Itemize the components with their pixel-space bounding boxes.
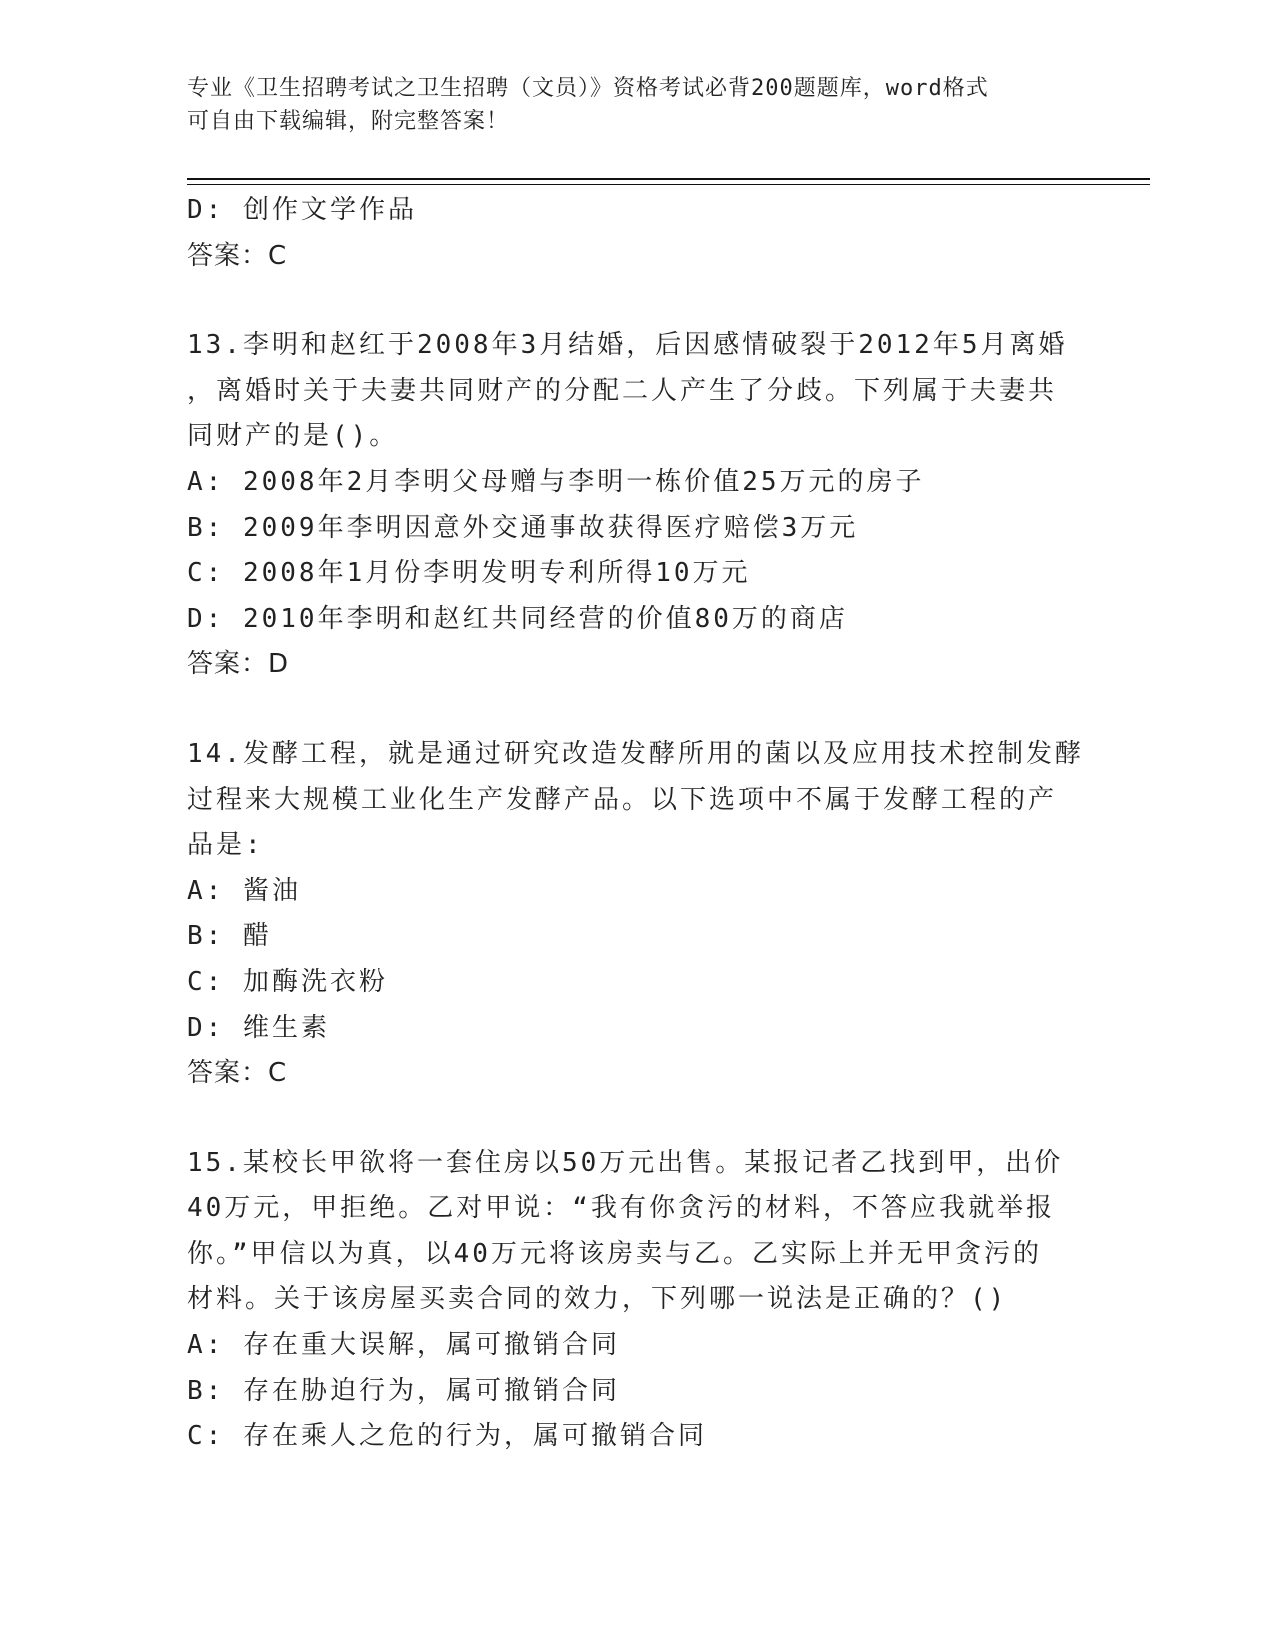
option-a: A: 2008年2月李明父母赠与李明一栋价值25万元的房子	[187, 466, 925, 497]
question-text-line: 同财产的是()。	[187, 421, 399, 452]
option-d: D: 维生素	[187, 1012, 330, 1043]
question-13	[187, 323, 1087, 688]
option-b: B: 存在胁迫行为，属可撤销合同	[187, 1375, 620, 1406]
question-text-line: 14.发酵工程，就是通过研究改造发酵所用的菌以及应用技术控制发酵	[187, 738, 1084, 769]
answer-line: 答案：D	[187, 649, 290, 680]
question-12-tail	[187, 188, 1087, 279]
question-text-line: 13.李明和赵红于2008年3月结婚，后因感情破裂于2012年5月离婚	[187, 330, 1068, 361]
answer-line: 答案：C	[187, 240, 288, 271]
option-d: D: 2010年李明和赵红共同经营的价值80万的商店	[187, 603, 848, 634]
option-d: D: 创作文学作品	[187, 195, 417, 225]
header-title-line-2: 可自由下载编辑，附完整答案！	[187, 109, 510, 134]
option-c: C: 2008年1月份李明发明专利所得10万元	[187, 558, 751, 589]
option-a: A: 酱油	[187, 875, 301, 906]
header-divider	[187, 178, 1150, 180]
question-15	[187, 1141, 1087, 1460]
question-text-line: 你。”甲信以为真，以40万元将该房卖与乙。乙实际上并无甲贪污的	[187, 1238, 1042, 1269]
question-14	[187, 732, 1087, 1097]
header-divider-thin	[187, 184, 1150, 185]
answer-line: 答案：C	[187, 1058, 288, 1089]
question-text-line: ，离婚时关于夫妻共同财产的分配二人产生了分歧。下列属于夫妻共	[187, 375, 1058, 406]
question-text-line: 品是:	[187, 830, 264, 861]
option-b: B: 2009年李明因意外交通事故获得医疗赔偿3万元	[187, 512, 859, 543]
option-c: C: 加酶洗衣粉	[187, 966, 388, 997]
question-text-line: 40万元，甲拒绝。乙对甲说：“我有你贪污的材料，不答应我就举报	[187, 1193, 1055, 1224]
question-list	[187, 188, 1087, 1460]
option-a: A: 存在重大误解，属可撤销合同	[187, 1330, 620, 1361]
question-text-line: 材料。关于该房屋买卖合同的效力，下列哪一说法是正确的？()	[187, 1284, 1008, 1315]
option-c: C: 存在乘人之危的行为，属可撤销合同	[187, 1421, 707, 1452]
question-text-line: 15.某校长甲欲将一套住房以50万元出售。某报记者乙找到甲，出价	[187, 1147, 1064, 1178]
question-text-line: 过程来大规模工业化生产发酵产品。以下选项中不属于发酵工程的产	[187, 784, 1058, 815]
page-header	[187, 72, 1067, 138]
option-b: B: 醋	[187, 921, 272, 952]
header-title-line-1: 专业《卫生招聘考试之卫生招聘（文员）》资格考试必背200题题库，word格式	[187, 76, 989, 101]
